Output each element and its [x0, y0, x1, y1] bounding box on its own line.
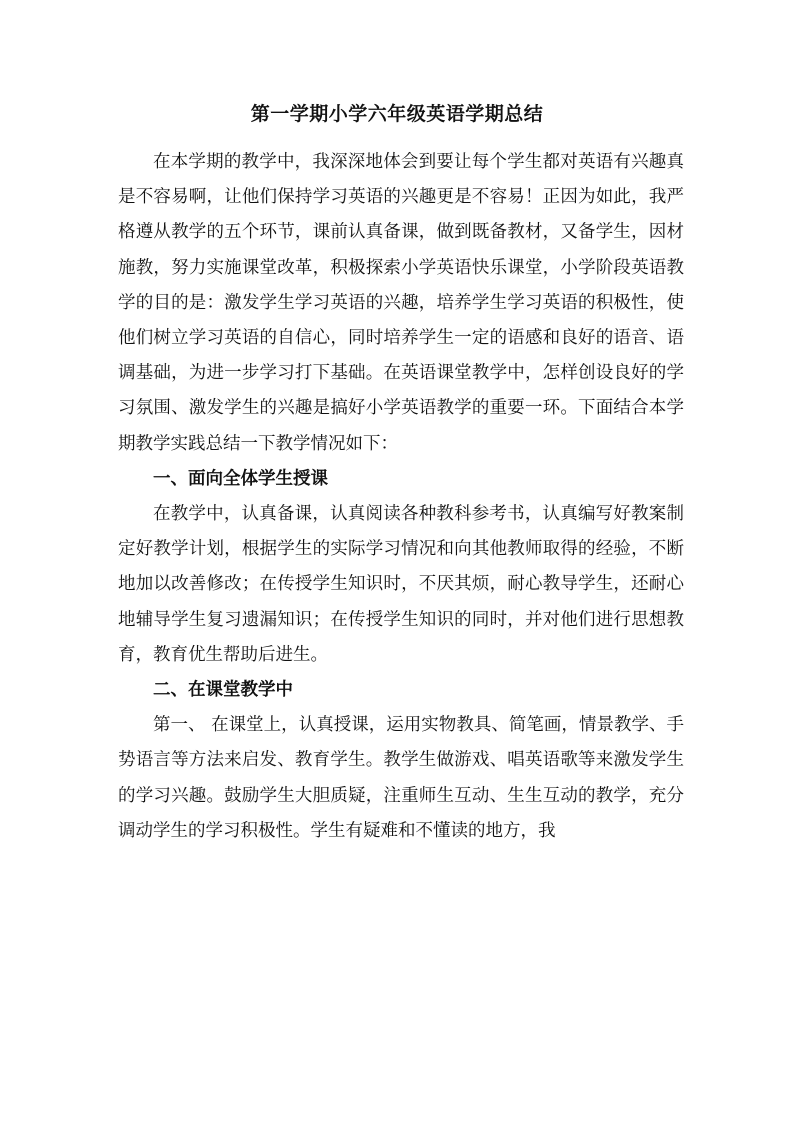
document-body [118, 145, 684, 849]
section-heading-1: 一、面向全体学生授课 [153, 468, 328, 489]
paragraph-intro: 在本学期的教学中，我深深地体会到要让每个学生都对英语有兴趣真是不容易啊，让他们保持学习英语的兴趣更是不容易！正因为如此，我严格遵从教学的五个环节，课前认真备课，做到既备教材，又备学生，因材施教，努力实施课堂改革，积极探索小学英语快乐课堂，小学阶段英语教学的目的是：激发学生学习英语的兴趣，培养学生学习英语的积极性，使他们树立学习英语的自信心，同时培养学生一定的语感和良好的语音、语调基础，为进一步学习打下基础。在英语课堂教学中，怎样创设良好的学习氛围、激发学生的兴趣是搞好小学英语教学的重要一环。下面结合本学期教学实践总结一下教学情况如下： [118, 152, 684, 454]
paragraph-section-2: 第一、 在课堂上，认真授课，运用实物教具、简笔画，情景教学、手势语言等方法来启发、教育学生。教学生做游戏、唱英语歌等来激发学生的学习兴趣。鼓励学生大胆质疑，注重师生互动、生生互动的教学，充分调动学生的学习积极性。学生有疑难和不懂读的地方，我 [118, 715, 684, 841]
paragraph-section-1: 在教学中，认真备课，认真阅读各种教科参考书，认真编写好教案制定好教学计划，根据学生的实际学习情况和向其他教师取得的经验，不断地加以改善修改；在传授学生知识时，不厌其烦，耐心教导学生，还耐心地辅导学生复习遗漏知识；在传授学生知识的同时，并对他们进行思想教育，教育优生帮助后进生。 [118, 504, 684, 665]
section-heading-2: 二、在课堂教学中 [153, 680, 293, 701]
document-title: 第一学期小学六年级英语学期总结 [250, 103, 544, 125]
